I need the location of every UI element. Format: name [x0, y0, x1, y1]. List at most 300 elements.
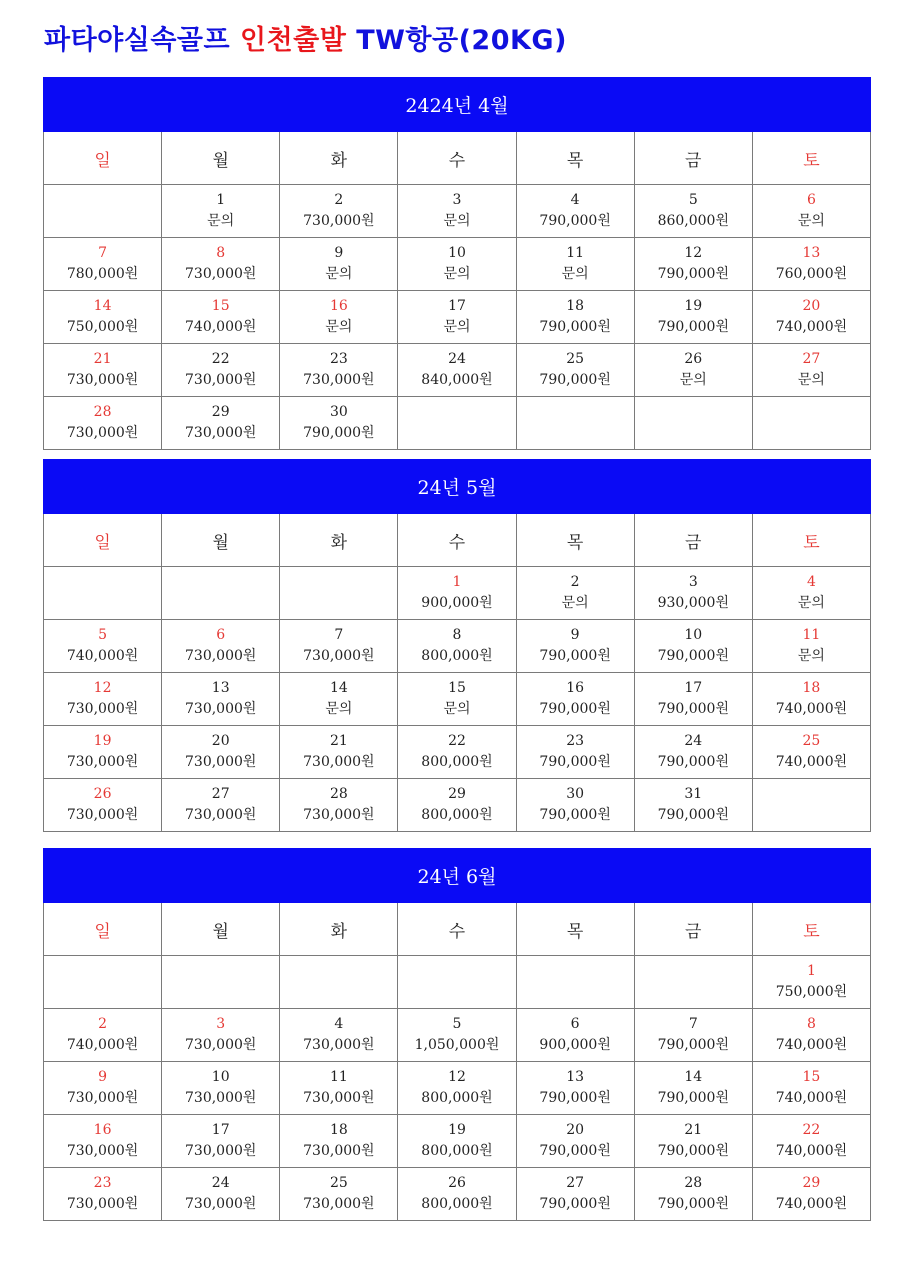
day-cell[interactable] — [634, 1115, 752, 1168]
day-cell[interactable] — [44, 620, 162, 673]
week-row — [44, 956, 871, 1009]
day-number: 5 — [688, 192, 698, 208]
day-price: 730,000원 — [185, 701, 257, 717]
day-price: 문의 — [679, 372, 707, 388]
day-price: 790,000원 — [539, 1090, 611, 1106]
day-number: 28 — [329, 786, 348, 802]
day-cell[interactable] — [516, 238, 634, 291]
day-number: 23 — [93, 1175, 112, 1191]
day-price: 740,000원 — [775, 701, 848, 717]
day-number: 4 — [806, 574, 816, 590]
day-number: 27 — [566, 1175, 585, 1191]
day-price: 730,000원 — [66, 807, 139, 823]
day-price: 730,000원 — [66, 754, 139, 770]
day-cell[interactable] — [752, 1062, 870, 1115]
day-number: 20 — [211, 733, 230, 749]
day-number: 13 — [566, 1069, 585, 1085]
day-cell[interactable] — [752, 673, 870, 726]
day-cell[interactable] — [44, 1115, 162, 1168]
day-number: 25 — [329, 1175, 348, 1191]
weekday-label: 화 — [280, 903, 398, 956]
day-cell[interactable] — [398, 291, 516, 344]
day-cell[interactable] — [752, 726, 870, 779]
day-number: 23 — [566, 733, 585, 749]
day-price: 860,000원 — [657, 213, 729, 229]
empty-day-cell — [516, 956, 634, 1009]
day-number: 6 — [216, 627, 226, 643]
day-cell[interactable] — [516, 567, 634, 620]
day-cell[interactable] — [516, 185, 634, 238]
day-number: 14 — [684, 1069, 703, 1085]
day-cell[interactable] — [44, 344, 162, 397]
day-number: 30 — [566, 786, 585, 802]
week-row — [44, 673, 871, 726]
week-row — [44, 397, 871, 450]
day-cell[interactable] — [162, 1115, 280, 1168]
day-cell[interactable] — [44, 238, 162, 291]
day-number: 14 — [93, 298, 112, 314]
day-number: 29 — [802, 1175, 821, 1191]
day-cell[interactable] — [634, 291, 752, 344]
day-number: 26 — [93, 786, 112, 802]
day-price: 문의 — [797, 595, 825, 611]
day-price: 790,000원 — [539, 1143, 611, 1159]
day-price: 730,000원 — [303, 807, 375, 823]
week-row — [44, 185, 871, 238]
day-number: 8 — [806, 1016, 816, 1032]
day-price: 730,000원 — [303, 213, 375, 229]
day-number: 21 — [329, 733, 348, 749]
day-number: 1 — [806, 963, 816, 979]
day-cell[interactable] — [516, 344, 634, 397]
day-price: 790,000원 — [657, 319, 729, 335]
weekday-label: 수 — [398, 903, 516, 956]
day-number: 12 — [448, 1069, 466, 1085]
day-number: 2 — [98, 1016, 108, 1032]
empty-day-cell — [752, 397, 870, 450]
empty-day-cell — [162, 956, 280, 1009]
week-row — [44, 291, 871, 344]
day-number: 13 — [802, 245, 821, 261]
day-number: 17 — [684, 680, 703, 696]
empty-day-cell — [634, 397, 752, 450]
day-number: 5 — [98, 627, 108, 643]
empty-day-cell — [44, 185, 162, 238]
day-cell[interactable] — [280, 397, 398, 450]
day-cell[interactable] — [398, 620, 516, 673]
day-price: 790,000원 — [657, 754, 729, 770]
day-cell[interactable] — [162, 185, 280, 238]
day-number: 19 — [93, 733, 112, 749]
day-number: 7 — [98, 245, 108, 261]
day-price: 문의 — [561, 266, 589, 282]
week-row — [44, 238, 871, 291]
day-price: 740,000원 — [775, 1196, 848, 1212]
day-cell[interactable] — [162, 1062, 280, 1115]
day-price: 800,000원 — [421, 1143, 493, 1159]
day-number: 9 — [334, 245, 344, 261]
day-number: 27 — [802, 351, 821, 367]
day-number: 15 — [802, 1069, 821, 1085]
day-price: 790,000원 — [657, 807, 729, 823]
day-price: 문의 — [207, 213, 235, 229]
day-number: 17 — [448, 298, 466, 314]
day-price: 730,000원 — [66, 372, 139, 388]
day-cell[interactable] — [398, 567, 516, 620]
week-row — [44, 1168, 871, 1221]
day-number: 3 — [452, 192, 462, 208]
weekday-label: 토 — [752, 903, 870, 956]
day-number: 20 — [566, 1122, 585, 1138]
day-cell[interactable] — [516, 726, 634, 779]
day-cell[interactable] — [752, 238, 870, 291]
day-price: 문의 — [325, 319, 353, 335]
day-price: 790,000원 — [539, 213, 611, 229]
day-cell[interactable] — [280, 1115, 398, 1168]
day-number: 1 — [216, 192, 226, 208]
day-price: 문의 — [561, 595, 589, 611]
weekday-label: 토 — [752, 514, 870, 567]
day-price: 730,000원 — [66, 1090, 139, 1106]
week-row — [44, 726, 871, 779]
day-cell[interactable] — [44, 1009, 162, 1062]
day-price: 790,000원 — [657, 1196, 729, 1212]
weekday-label: 목 — [516, 132, 634, 185]
day-number: 19 — [684, 298, 703, 314]
day-cell[interactable] — [280, 1062, 398, 1115]
day-cell[interactable] — [398, 344, 516, 397]
day-price: 730,000원 — [185, 372, 257, 388]
day-price: 730,000원 — [66, 1196, 139, 1212]
day-number: 12 — [684, 245, 703, 261]
day-price: 문의 — [797, 372, 825, 388]
day-price: 840,000원 — [421, 372, 493, 388]
day-price: 문의 — [443, 319, 471, 335]
day-cell[interactable] — [44, 673, 162, 726]
day-number: 6 — [806, 192, 816, 208]
day-cell[interactable] — [398, 238, 516, 291]
day-number: 3 — [216, 1016, 226, 1032]
month-header: 2424년 4월 — [44, 78, 871, 132]
day-cell[interactable] — [44, 726, 162, 779]
day-number: 21 — [684, 1122, 703, 1138]
day-cell[interactable] — [516, 291, 634, 344]
day-cell[interactable] — [44, 779, 162, 832]
day-number: 22 — [211, 351, 230, 367]
day-cell[interactable] — [516, 1168, 634, 1221]
day-price: 730,000원 — [185, 754, 257, 770]
weekday-label: 일 — [44, 132, 162, 185]
day-cell[interactable] — [280, 1168, 398, 1221]
day-price: 문의 — [443, 701, 471, 717]
day-price: 790,000원 — [539, 319, 611, 335]
day-number: 12 — [93, 680, 112, 696]
day-cell[interactable] — [398, 673, 516, 726]
day-number: 20 — [802, 298, 821, 314]
empty-day-cell — [634, 956, 752, 1009]
day-cell[interactable] — [280, 238, 398, 291]
day-price: 730,000원 — [66, 1143, 139, 1159]
day-price: 문의 — [443, 213, 471, 229]
day-cell[interactable] — [752, 291, 870, 344]
day-cell[interactable] — [634, 344, 752, 397]
calendar-month-1 — [43, 77, 871, 450]
day-price: 문의 — [797, 213, 825, 229]
day-cell[interactable] — [752, 1115, 870, 1168]
day-cell[interactable] — [516, 779, 634, 832]
day-number: 16 — [329, 298, 348, 314]
empty-day-cell — [280, 567, 398, 620]
weekday-label: 금 — [634, 514, 752, 567]
day-cell[interactable] — [634, 620, 752, 673]
week-row — [44, 1009, 871, 1062]
day-number: 15 — [448, 680, 466, 696]
day-number: 28 — [684, 1175, 703, 1191]
day-price: 800,000원 — [421, 807, 493, 823]
day-number: 7 — [688, 1016, 698, 1032]
day-price: 740,000원 — [775, 1090, 848, 1106]
day-price: 780,000원 — [66, 266, 139, 282]
day-price: 900,000원 — [539, 1037, 611, 1053]
day-price: 730,000원 — [185, 1196, 257, 1212]
day-price: 900,000원 — [421, 595, 493, 611]
day-cell[interactable] — [398, 779, 516, 832]
day-price: 730,000원 — [303, 1143, 375, 1159]
day-price: 730,000원 — [185, 807, 257, 823]
day-cell[interactable] — [162, 291, 280, 344]
day-price: 문의 — [443, 266, 471, 282]
day-number: 10 — [448, 245, 466, 261]
day-price: 790,000원 — [539, 807, 611, 823]
day-number: 25 — [802, 733, 821, 749]
day-number: 18 — [802, 680, 821, 696]
day-number: 22 — [802, 1122, 821, 1138]
day-price: 750,000원 — [66, 319, 139, 335]
day-cell[interactable] — [398, 1115, 516, 1168]
empty-day-cell — [280, 956, 398, 1009]
day-number: 8 — [452, 627, 462, 643]
day-cell[interactable] — [752, 185, 870, 238]
day-cell[interactable] — [752, 1168, 870, 1221]
day-number: 3 — [688, 574, 698, 590]
weekday-label: 화 — [280, 514, 398, 567]
day-cell[interactable] — [634, 238, 752, 291]
day-number: 17 — [211, 1122, 230, 1138]
day-cell[interactable] — [280, 673, 398, 726]
day-number: 11 — [566, 245, 585, 261]
day-price: 790,000원 — [657, 266, 729, 282]
day-number: 2 — [334, 192, 344, 208]
weekday-label: 일 — [44, 903, 162, 956]
day-number: 4 — [570, 192, 580, 208]
day-cell[interactable] — [752, 620, 870, 673]
day-cell[interactable] — [752, 344, 870, 397]
weekday-label: 목 — [516, 903, 634, 956]
day-number: 28 — [93, 404, 112, 420]
day-number: 6 — [570, 1016, 580, 1032]
day-price: 문의 — [325, 266, 353, 282]
empty-day-cell — [752, 779, 870, 832]
day-price: 730,000원 — [66, 701, 139, 717]
empty-day-cell — [398, 397, 516, 450]
empty-day-cell — [44, 956, 162, 1009]
day-cell[interactable] — [516, 1062, 634, 1115]
day-cell[interactable] — [162, 1009, 280, 1062]
day-price: 730,000원 — [185, 425, 257, 441]
day-cell[interactable] — [516, 673, 634, 726]
day-number: 10 — [684, 627, 703, 643]
day-price: 740,000원 — [775, 319, 848, 335]
title-product: 파타야실속골프 — [44, 25, 231, 56]
day-cell[interactable] — [44, 291, 162, 344]
day-price: 730,000원 — [66, 425, 139, 441]
day-price: 740,000원 — [775, 754, 848, 770]
day-cell[interactable] — [634, 1009, 752, 1062]
day-price: 730,000원 — [185, 266, 257, 282]
day-number: 5 — [452, 1016, 462, 1032]
weekday-label: 화 — [280, 132, 398, 185]
empty-day-cell — [162, 567, 280, 620]
day-price: 760,000원 — [775, 266, 848, 282]
day-price: 740,000원 — [775, 1037, 848, 1053]
day-cell[interactable] — [516, 1115, 634, 1168]
day-price: 790,000원 — [539, 372, 611, 388]
day-price: 790,000원 — [539, 701, 611, 717]
day-price: 800,000원 — [421, 648, 493, 664]
day-cell[interactable] — [280, 185, 398, 238]
week-row — [44, 344, 871, 397]
day-cell[interactable] — [44, 1062, 162, 1115]
day-cell[interactable] — [162, 673, 280, 726]
day-cell[interactable] — [752, 956, 870, 1009]
day-cell[interactable] — [44, 1168, 162, 1221]
day-number: 29 — [448, 786, 466, 802]
day-cell[interactable] — [280, 344, 398, 397]
day-cell[interactable] — [634, 673, 752, 726]
day-cell[interactable] — [752, 567, 870, 620]
day-number: 4 — [334, 1016, 344, 1032]
day-cell[interactable] — [634, 726, 752, 779]
weekday-label: 수 — [398, 514, 516, 567]
day-cell[interactable] — [162, 238, 280, 291]
day-price: 1,050,000원 — [414, 1037, 500, 1053]
day-price: 730,000원 — [303, 1196, 375, 1212]
day-cell[interactable] — [398, 1009, 516, 1062]
day-price: 800,000원 — [421, 1090, 493, 1106]
day-cell[interactable] — [516, 1009, 634, 1062]
day-number: 16 — [93, 1122, 112, 1138]
calendar-month-2 — [43, 459, 871, 832]
day-cell[interactable] — [44, 397, 162, 450]
day-cell[interactable] — [162, 344, 280, 397]
day-cell[interactable] — [398, 1062, 516, 1115]
day-price: 750,000원 — [775, 984, 848, 1000]
day-number: 24 — [211, 1175, 230, 1191]
day-cell[interactable] — [516, 620, 634, 673]
day-price: 740,000원 — [185, 319, 257, 335]
day-number: 24 — [684, 733, 703, 749]
day-cell[interactable] — [398, 726, 516, 779]
day-price: 740,000원 — [66, 1037, 139, 1053]
day-number: 7 — [334, 627, 344, 643]
day-cell[interactable] — [280, 726, 398, 779]
day-cell[interactable] — [162, 397, 280, 450]
day-number: 23 — [329, 351, 348, 367]
day-number: 30 — [329, 404, 348, 420]
day-price: 790,000원 — [657, 1037, 729, 1053]
day-price: 730,000원 — [303, 648, 375, 664]
day-cell[interactable] — [398, 1168, 516, 1221]
day-number: 19 — [448, 1122, 466, 1138]
day-number: 27 — [211, 786, 230, 802]
day-number: 10 — [211, 1069, 230, 1085]
day-number: 21 — [93, 351, 112, 367]
day-number: 24 — [448, 351, 466, 367]
day-price: 730,000원 — [185, 1090, 257, 1106]
day-cell[interactable] — [634, 1168, 752, 1221]
day-number: 8 — [216, 245, 226, 261]
empty-day-cell — [44, 567, 162, 620]
day-price: 문의 — [797, 648, 825, 664]
day-price: 740,000원 — [66, 648, 139, 664]
day-price: 730,000원 — [303, 1037, 375, 1053]
day-cell[interactable] — [398, 185, 516, 238]
day-price: 790,000원 — [657, 701, 729, 717]
day-cell[interactable] — [162, 779, 280, 832]
day-number: 11 — [329, 1069, 348, 1085]
day-number: 18 — [329, 1122, 348, 1138]
page-title — [44, 18, 567, 57]
day-number: 2 — [570, 574, 580, 590]
day-cell[interactable] — [280, 1009, 398, 1062]
calendar-month-3 — [43, 848, 871, 1221]
weekday-label: 토 — [752, 132, 870, 185]
day-price: 790,000원 — [657, 1143, 729, 1159]
day-cell[interactable] — [162, 1168, 280, 1221]
day-number: 31 — [684, 786, 703, 802]
day-cell[interactable] — [280, 291, 398, 344]
day-cell[interactable] — [634, 779, 752, 832]
weekday-label: 월 — [162, 514, 280, 567]
day-number: 26 — [684, 351, 703, 367]
day-price: 문의 — [325, 701, 353, 717]
day-price: 730,000원 — [185, 1143, 257, 1159]
day-cell[interactable] — [280, 779, 398, 832]
day-cell[interactable] — [634, 1062, 752, 1115]
weekday-label: 금 — [634, 132, 752, 185]
day-cell[interactable] — [280, 620, 398, 673]
day-number: 11 — [802, 627, 821, 643]
title-departure: 인천출발 — [239, 25, 347, 56]
day-price: 740,000원 — [775, 1143, 848, 1159]
day-number: 14 — [329, 680, 348, 696]
day-price: 790,000원 — [657, 648, 729, 664]
day-number: 9 — [98, 1069, 108, 1085]
day-price: 790,000원 — [657, 1090, 729, 1106]
day-cell[interactable] — [634, 185, 752, 238]
day-cell[interactable] — [162, 726, 280, 779]
day-cell[interactable] — [162, 620, 280, 673]
week-row — [44, 620, 871, 673]
day-number: 15 — [211, 298, 230, 314]
day-number: 13 — [211, 680, 230, 696]
day-price: 730,000원 — [185, 648, 257, 664]
day-price: 730,000원 — [303, 1090, 375, 1106]
day-cell[interactable] — [634, 567, 752, 620]
weekday-label: 목 — [516, 514, 634, 567]
day-price: 790,000원 — [303, 425, 375, 441]
day-cell[interactable] — [752, 1009, 870, 1062]
